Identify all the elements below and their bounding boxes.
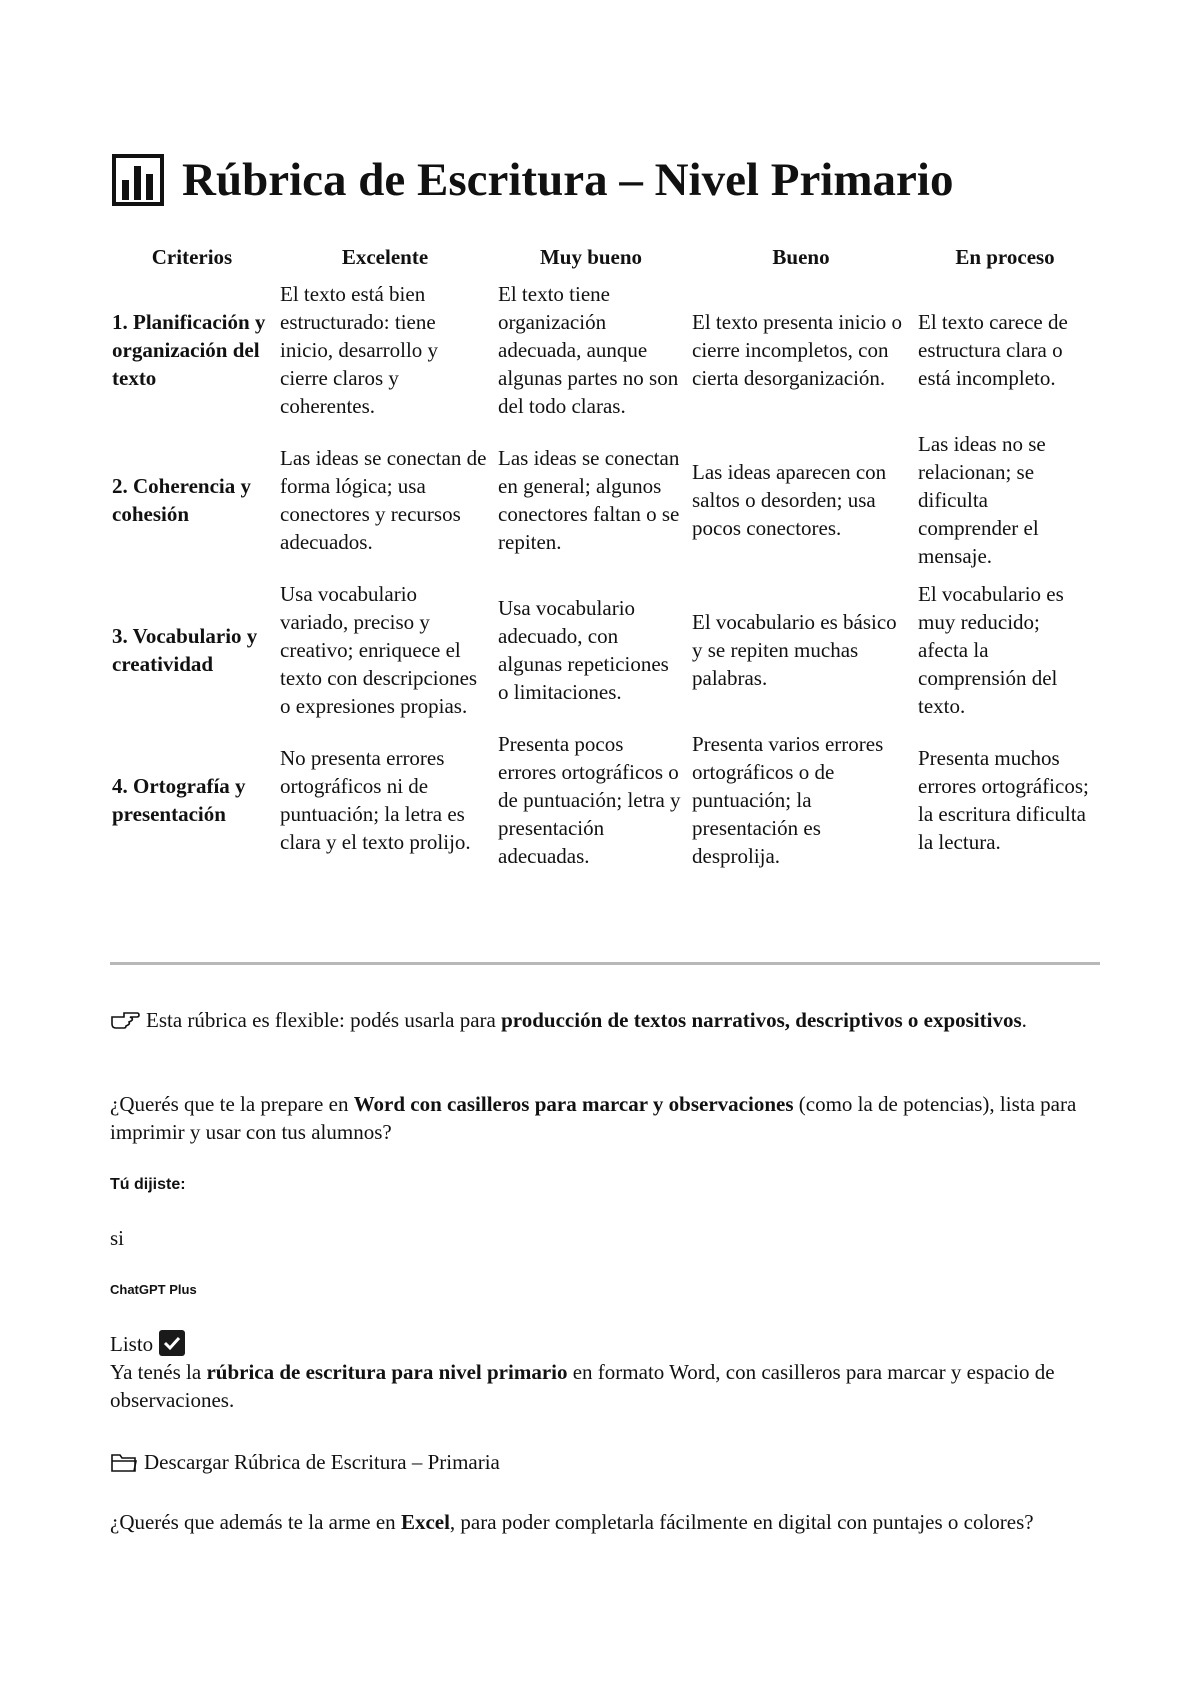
ready-body: Ya tenés la rúbrica de escritura para nivel primario en formato Word, con casilleros para marcar y espacio de observaciones. xyxy=(110,1360,1055,1412)
table-cell: Las ideas se conectan de forma lógica; usa conectores y recursos adecuados. xyxy=(280,446,487,554)
table-cell: Presenta muchos errores ortográficos; la escritura dificulta la lectura. xyxy=(918,746,1089,854)
table-row xyxy=(108,577,1096,727)
criterion-cell: 1. Planificación y organización del texto xyxy=(112,310,266,390)
header-bueno: Bueno xyxy=(772,245,830,269)
pointing-hand-icon xyxy=(110,1009,140,1031)
table-cell: Las ideas no se relacionan; se dificulta comprender el mensaje. xyxy=(918,432,1046,568)
table-cell: El texto está bien estructurado: tiene inicio, desarrollo y cierre claros y coherentes. xyxy=(280,282,439,418)
excel-offer-question: ¿Querés que además te la arme en Excel, para poder completarla fácilmente en digital con puntajes o colores? xyxy=(110,1510,1034,1534)
table-cell: Las ideas se conectan en general; algunos conectores faltan o se repiten. xyxy=(498,446,680,554)
title-text: Rúbrica de Escritura – Nivel Primario xyxy=(182,154,954,206)
table-cell: No presenta errores ortográficos ni de puntuación; la letra es clara y el texto prolijo. xyxy=(280,746,471,854)
user-message: si xyxy=(110,1226,125,1250)
download-label[interactable]: Descargar Rúbrica de Escritura – Primaria xyxy=(144,1450,500,1474)
table-cell: Presenta varios errores ortográficos o de puntuación; la presentación es desprolija. xyxy=(692,732,884,868)
header-criterios: Criterios xyxy=(151,245,233,269)
table-cell: El texto presenta inicio o cierre incompletos, con cierta desorganización. xyxy=(692,310,902,390)
flexibility-note: Esta rúbrica es flexible: podés usarla para producción de textos narrativos, descriptivos o expositivos. xyxy=(110,1006,1100,1034)
rubric-table xyxy=(108,241,1096,877)
page-title xyxy=(112,150,953,210)
table-row xyxy=(108,427,1096,577)
table-cell: El vocabulario es muy reducido; afecta la comprensión del texto. xyxy=(918,582,1064,718)
table-cell: El texto carece de estructura clara o está incompleto. xyxy=(918,310,1068,390)
user-label: Tú dijiste: xyxy=(110,1176,186,1193)
table-row xyxy=(108,277,1096,427)
check-mark-icon xyxy=(159,1330,185,1356)
table-cell: El vocabulario es básico y se repiten muchas palabras. xyxy=(692,610,897,690)
folder-icon xyxy=(110,1451,138,1473)
table-cell: Usa vocabulario adecuado, con algunas repeticiones o limitaciones. xyxy=(498,596,669,704)
ready-line: Listo xyxy=(110,1330,1100,1358)
table-cell: Usa vocabulario variado, preciso y creativo; enriquece el texto con descripciones o expresiones propias. xyxy=(280,582,478,718)
criterion-cell: 3. Vocabulario y creatividad xyxy=(112,624,258,676)
criterion-cell: 2. Coherencia y cohesión xyxy=(112,474,252,526)
header-en-proceso: En proceso xyxy=(955,245,1055,269)
criterion-cell: 4. Ortografía y presentación xyxy=(112,774,246,826)
horizontal-divider xyxy=(110,962,1100,965)
download-link[interactable] xyxy=(110,1448,1100,1476)
table-cell: Presenta pocos errores ortográficos o de puntuación; letra y presentación adecuadas. xyxy=(498,732,681,868)
header-excelente: Excelente xyxy=(341,245,429,269)
assistant-label: ChatGPT Plus xyxy=(110,1282,197,1297)
table-header-row xyxy=(108,241,1096,277)
bar-chart-icon xyxy=(112,154,164,206)
table-cell: El texto tiene organización adecuada, aunque algunas partes no son del todo claras. xyxy=(498,282,679,418)
table-cell: Las ideas aparecen con saltos o desorden; usa pocos conectores. xyxy=(692,460,887,540)
word-offer-question: ¿Querés que te la prepare en Word con casilleros para marcar y observaciones (como la de potencias), lista para imprimir y usar con tus alumnos? xyxy=(110,1092,1077,1144)
table-row xyxy=(108,727,1096,877)
header-muy-bueno: Muy bueno xyxy=(539,245,643,269)
